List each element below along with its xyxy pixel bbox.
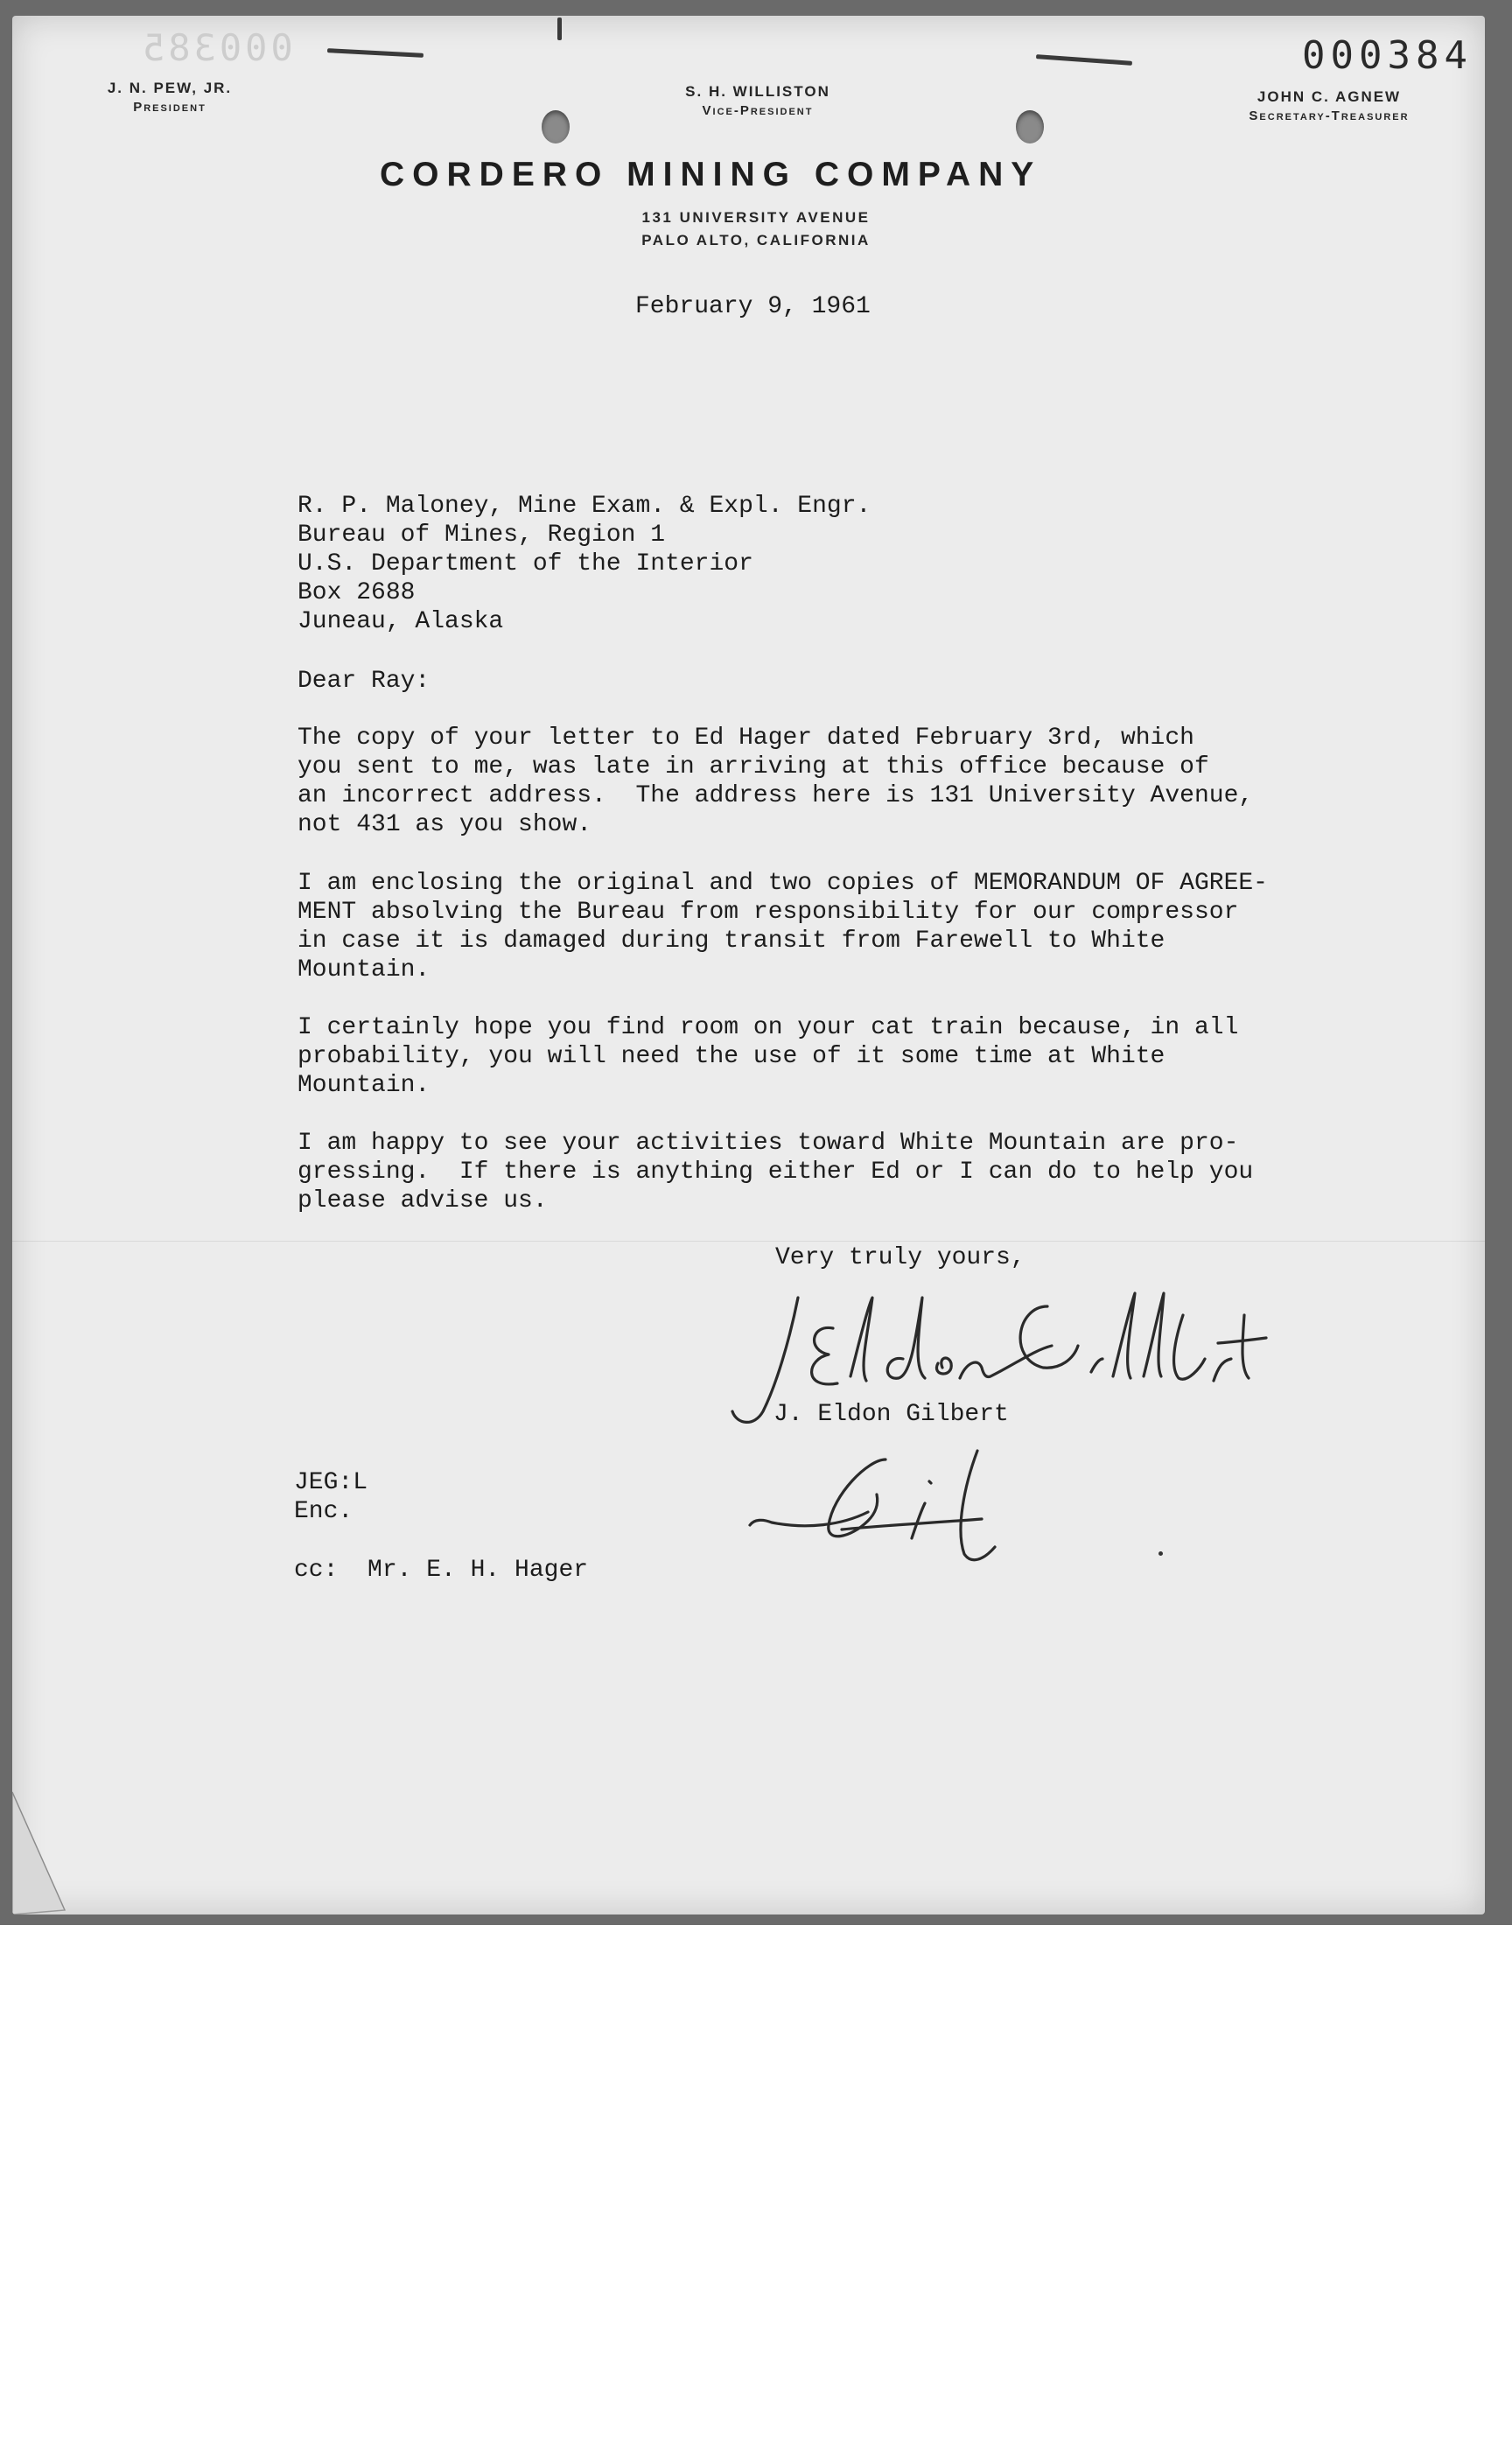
salutation: Dear Ray: bbox=[298, 668, 430, 695]
cc-line: cc: Mr. E. H. Hager bbox=[294, 1557, 589, 1584]
recipient-line: U.S. Department of the Interior bbox=[298, 550, 753, 578]
fold-line bbox=[12, 1241, 1485, 1242]
company-name: CORDERO MINING COMPANY bbox=[380, 156, 1042, 193]
address-line: PALO ALTO, CALIFORNIA bbox=[641, 232, 871, 248]
recipient-line: Bureau of Mines, Region 1 bbox=[298, 522, 666, 549]
body-paragraph bbox=[298, 1013, 1238, 1100]
document-number: 000384 bbox=[1302, 33, 1473, 78]
paragraph-line: gressing. If there is anything either Ed or I can do to help you bbox=[298, 1158, 1254, 1186]
paragraph-line: not 431 as you show. bbox=[298, 811, 592, 838]
paragraph-line: probability, you will need the use of it some time at White bbox=[298, 1043, 1166, 1070]
ghost-number: 000385 bbox=[139, 26, 293, 69]
recipient-line: Juneau, Alaska bbox=[298, 608, 504, 635]
officer-title: Secretary-Treasurer bbox=[1249, 108, 1410, 123]
recipient-address bbox=[298, 492, 871, 636]
body-paragraph bbox=[298, 869, 1268, 984]
reference-initials bbox=[294, 1468, 368, 1526]
pen-mark bbox=[327, 48, 424, 58]
reference-line: Enc. bbox=[294, 1498, 354, 1525]
recipient-line: R. P. Maloney, Mine Exam. & Expl. Engr. bbox=[298, 493, 872, 520]
letter-date: February 9, 1961 bbox=[635, 293, 871, 320]
initials-signature bbox=[746, 1442, 1078, 1573]
punch-hole bbox=[542, 110, 570, 144]
address-line: 131 UNIVERSITY AVENUE bbox=[641, 209, 871, 226]
paragraph-line: an incorrect address. The address here is 131 University Avenue, bbox=[298, 782, 1254, 809]
paragraph-line: MENT absolving the Bureau from responsibility for our compressor bbox=[298, 899, 1239, 926]
pen-mark bbox=[1036, 54, 1132, 66]
company-address bbox=[537, 206, 975, 252]
paragraph-line: Mountain. bbox=[298, 956, 430, 984]
stray-mark bbox=[1158, 1551, 1163, 1556]
officer-president bbox=[56, 79, 284, 117]
letter-page bbox=[12, 16, 1485, 1914]
typed-name: J. Eldon Gilbert bbox=[774, 1401, 1009, 1428]
paragraph-line: The copy of your letter to Ed Hager dated February 3rd, which bbox=[298, 724, 1194, 752]
paragraph-line: I am enclosing the original and two copies of MEMORANDUM OF AGREE- bbox=[298, 870, 1268, 897]
paragraph-line: please advise us. bbox=[298, 1187, 548, 1214]
paragraph-line: Mountain. bbox=[298, 1072, 430, 1099]
body-paragraph bbox=[298, 724, 1253, 839]
officer-vice-president bbox=[626, 82, 889, 121]
officer-title: Vice-President bbox=[702, 103, 814, 118]
body-paragraph bbox=[298, 1129, 1253, 1215]
officer-name: JOHN C. AGNEW bbox=[1256, 88, 1402, 105]
punch-hole bbox=[1016, 110, 1044, 144]
closing: Very truly yours, bbox=[775, 1244, 1026, 1271]
officer-name: J. N. PEW, JR. bbox=[107, 80, 233, 96]
officer-title: President bbox=[133, 100, 206, 115]
officer-name: S. H. WILLISTON bbox=[685, 83, 830, 100]
paragraph-line: I certainly hope you find room on your cat train because, in all bbox=[298, 1014, 1239, 1041]
officer-secretary-treasurer bbox=[1185, 88, 1474, 126]
folded-corner bbox=[12, 1766, 91, 1914]
paragraph-line: you sent to me, was late in arriving at this office because of bbox=[298, 753, 1209, 780]
paragraph-line: in case it is damaged during transit from Farewell to White bbox=[298, 928, 1166, 955]
pen-mark bbox=[557, 18, 562, 40]
paragraph-line: I am happy to see your activities toward White Mountain are pro- bbox=[298, 1130, 1239, 1157]
recipient-line: Box 2688 bbox=[298, 579, 416, 606]
reference-line: JEG:L bbox=[294, 1469, 368, 1496]
